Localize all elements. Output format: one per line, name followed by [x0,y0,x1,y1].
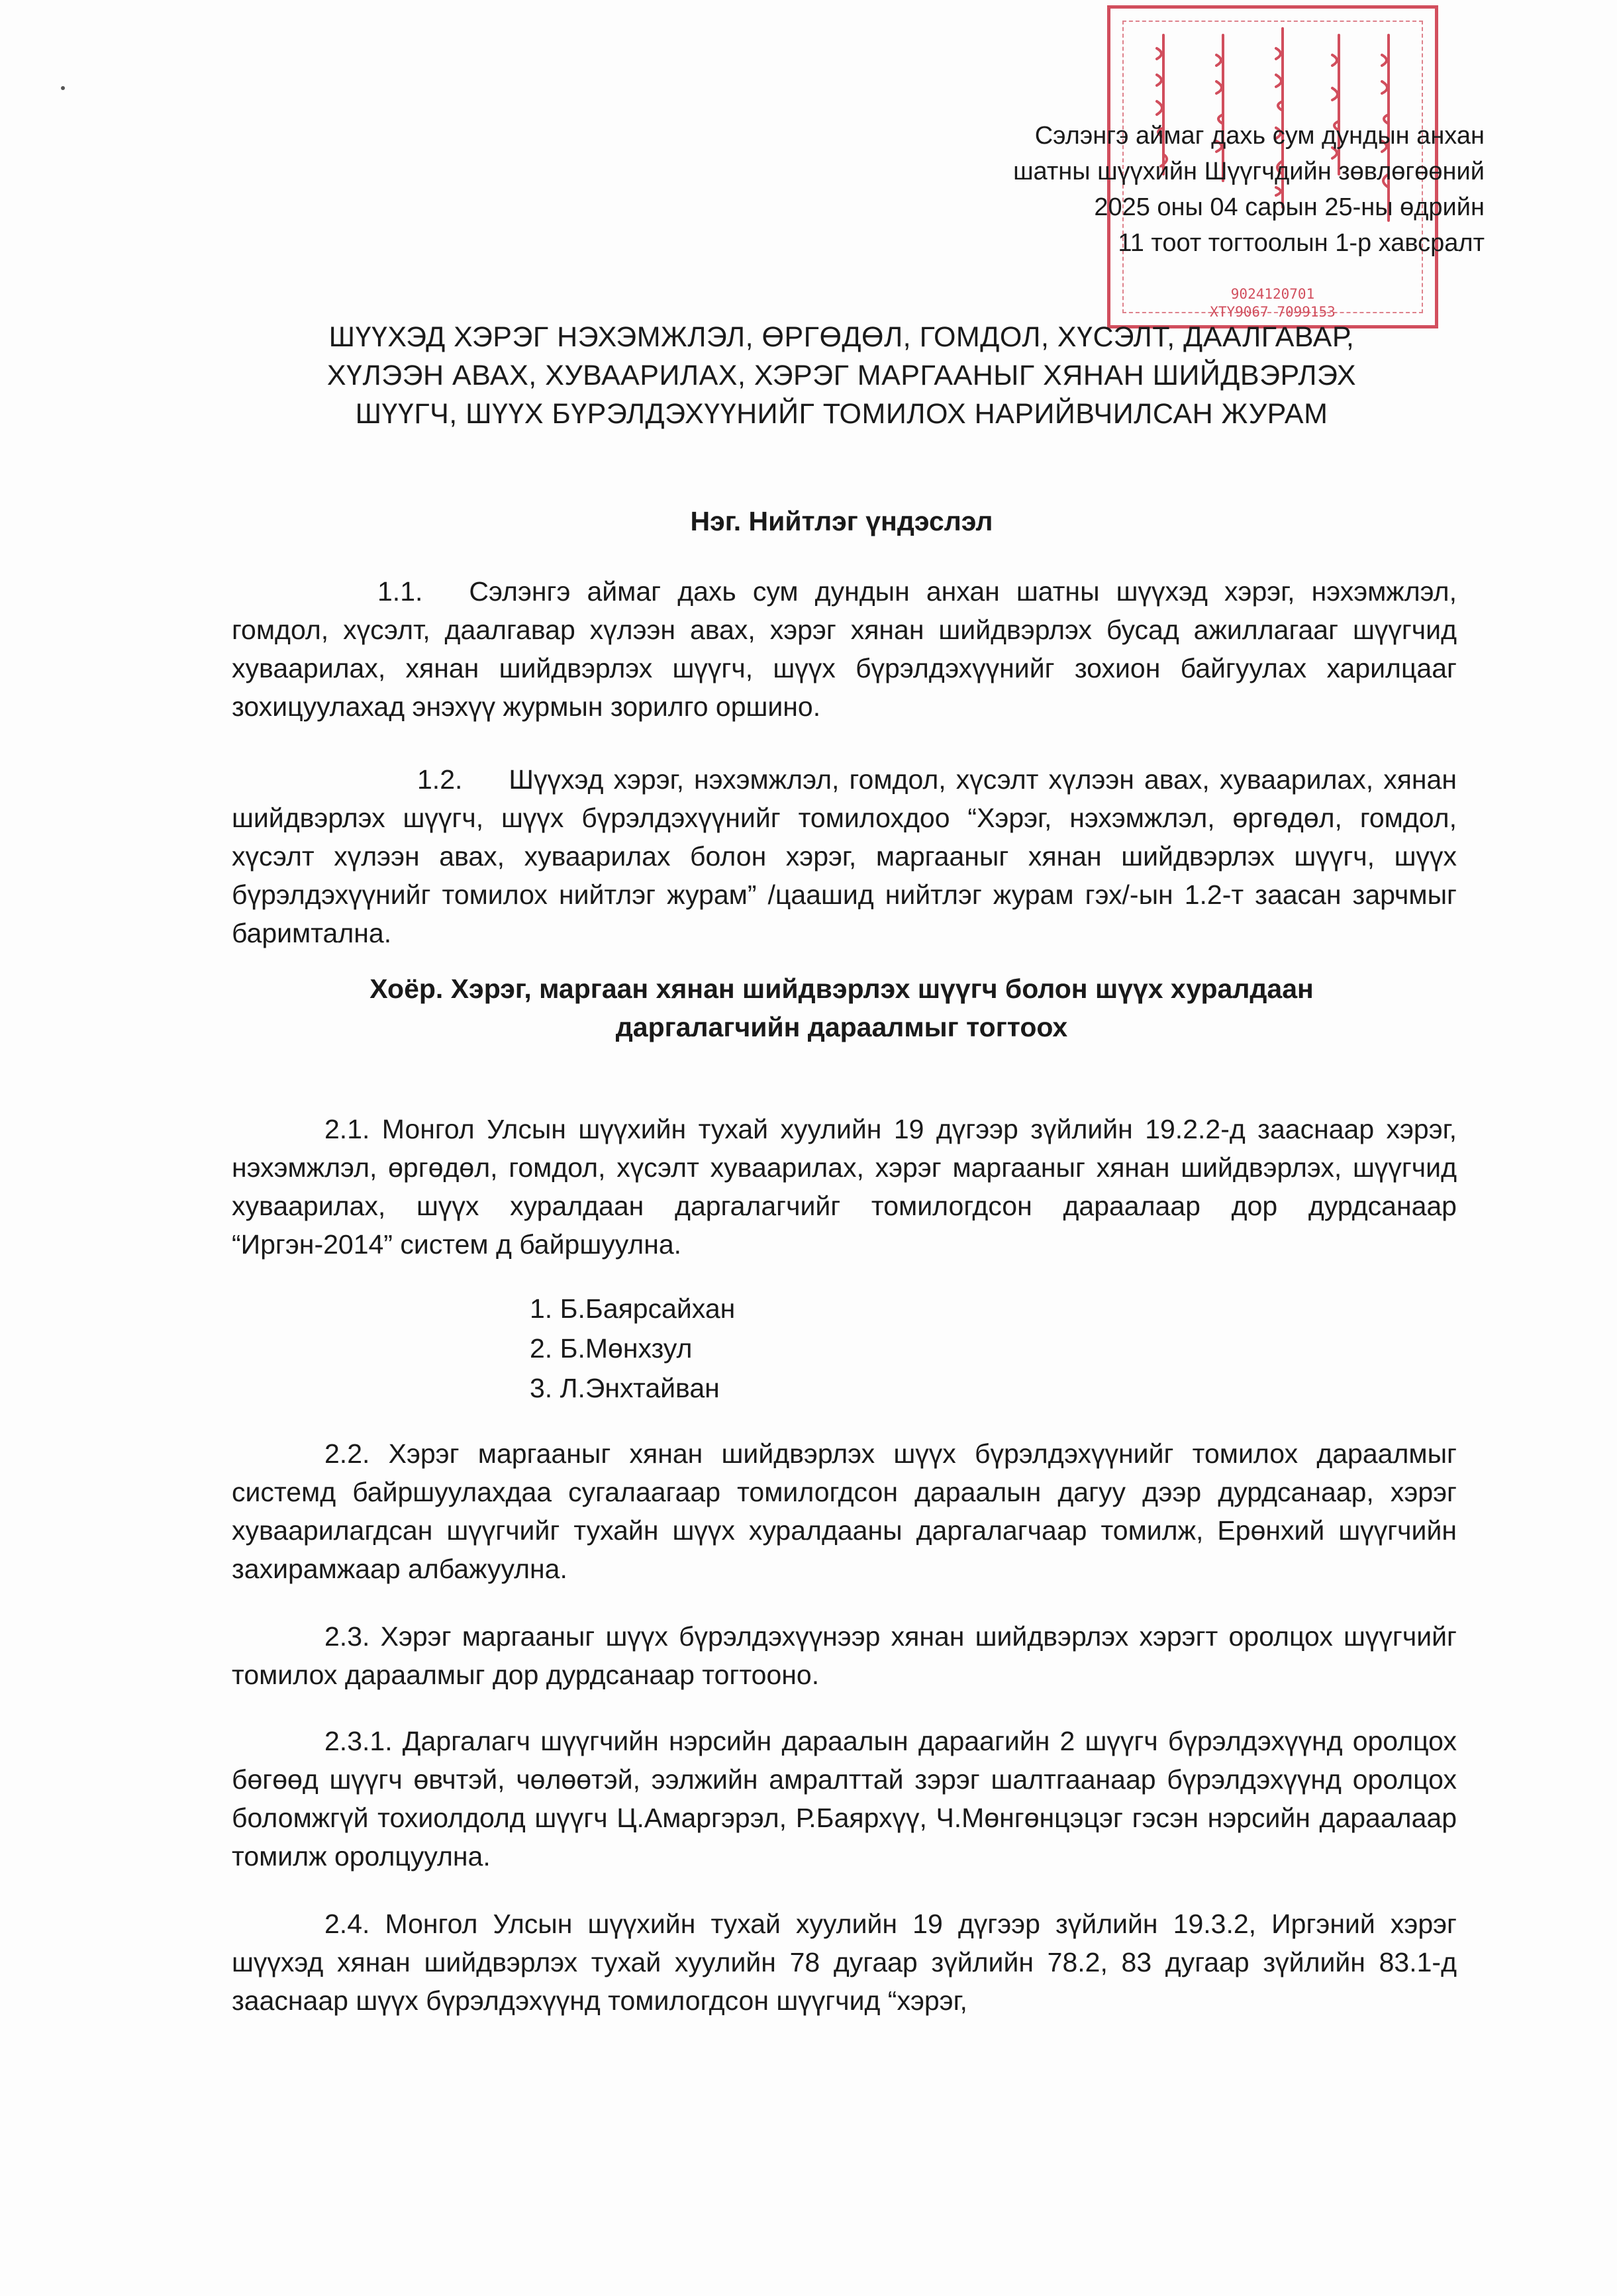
paragraph-text: 2.3. Хэрэг маргааныг шүүх бүрэлдэхүүнээр хянан шийдвэрлэх хэрэгт оролцох шүүгчийг томилох дараалмыг дор дурдсанаар тогтооно. [232,1621,1457,1690]
paragraph-text: Шүүхэд хэрэг, нэхэмжлэл, гомдол, хүсэлт хүлээн авах, хуваарилах, хянан шийдвэрлэх шүүгч, шүүх бүрэлдэхүүнийг томилохдоо “Хэрэг, нэхэмжлэл, өргөдөл, гомдол, хүсэлт хүлээн авах, хуваарилах болон хэрэг, маргааныг хянан шийдвэрлэх шүүгч, шүүх бүрэлдэхүүнийг томилох нийтлэг журам” /цаашид нийтлэг журам гэх/-ын 1.2-т заасан зарчмыг баримтална. [232,764,1457,948]
section-2-heading [199,970,1485,1046]
annex-line: Сэлэнгэ аймаг дахь сум дундын анхан [1034,122,1485,150]
judges-list [530,1289,735,1408]
list-item: 3. Л.Энхтайван [530,1373,720,1403]
paragraph-2-3 [232,1617,1457,1694]
scan-speck [61,86,65,90]
paragraph-text: 2.2. Хэрэг маргааныг хянан шийдвэрлэх шүүх бүрэлдэхүүнийг томилох дараалмыг системд байршуулахдаа сугалаагаар томилогдсон дараалын дагуу дээр дурдсанаар, хэрэг хуваарилагдсан шүүгчийг тухайн шүүх хуралдааны даргалагчаар томилж, Ерөнхий шүүгчийн захирамжаар албажуулна. [232,1438,1457,1584]
paragraph-number: 1.2. [417,764,463,795]
stamp-code-2: XTY9067 7099153 [1210,304,1336,320]
paragraph-text: Сэлэнгэ аймаг дахь сум дундын анхан шатны шүүхэд хэрэг, нэхэмжлэл, гомдол, хүсэлт, даалгавар хүлээн авах, хэрэг хянан шийдвэрлэх бусад ажиллагааг шүүгчид хуваарилах, хянан шийдвэрлэх шүүгч, шүүх бүрэлдэхүүнийг зохион байгуулах харилцааг зохицуулахад энэхүү журмын зорилго оршино. [232,576,1457,722]
title-line: ШҮҮГЧ, ШҮҮХ БҮРЭЛДЭХҮҮНИЙГ ТОМИЛОХ НАРИЙВЧИЛСАН ЖУРАМ [355,398,1328,430]
paragraph-1-1 [232,572,1457,726]
paragraph-text: 2.1. Монгол Улсын шүүхийн тухай хуулийн 19 дүгээр зүйлийн 19.2.2-д зааснаар хэрэг, нэхэмжлэл, өргөдөл, гомдол, хүсэлт хуваарилах, хэрэг маргааныг хянан шийдвэрлэх, шүүгчид хуваарилах, шүүх хуралдаан даргалагчийг томилогдсон дараалаар дор дурдсанаар “Иргэн-2014” систем д байршуулна. [232,1114,1457,1260]
section-1-heading-text: Нэг. Нийтлэг үндэслэл [690,506,993,536]
paragraph-2-1 [232,1110,1457,1264]
title-line: ШҮҮХЭД ХЭРЭГ НЭХЭМЖЛЭЛ, ӨРГӨДӨЛ, ГОМДОЛ, ХҮСЭЛТ, ДААЛГАВАР, [328,321,1355,353]
title-line: ХҮЛЭЭН АВАХ, ХУВААРИЛАХ, ХЭРЭГ МАРГААНЫГ ХЯНАН ШИЙДВЭРЛЭХ [326,360,1357,391]
section-1-heading [199,502,1485,540]
annex-line: 2025 оны 04 сарын 25-ны өдрийн [1094,193,1485,221]
paragraph-2-4 [232,1905,1457,2020]
paragraph-2-3-1 [232,1722,1457,1875]
paragraph-2-2 [232,1434,1457,1588]
annex-line: 11 тоот тогтоолын 1-р хавсралт [1118,229,1485,257]
paragraph-number: 1.1. [377,576,423,607]
list-item: 1. Б.Баярсайхан [530,1293,736,1324]
annex-line: шатны шүүхийн Шүүгчдийн зөвлөгөөний [1013,158,1485,185]
stamp-codes [1110,285,1435,321]
list-item: 2. Б.Мөнхзул [530,1333,693,1364]
stamp-code-1: 9024120701 [1230,286,1315,302]
section-2-heading-line: даргалагчийн дараалмыг тогтоох [615,1012,1068,1042]
document-title [212,318,1471,433]
paragraph-1-2 [232,760,1457,952]
section-2-heading-line: Хоёр. Хэрэг, маргаан хянан шийдвэрлэх шүүгч болон шүүх хуралдаан [369,973,1314,1004]
paragraph-text: 2.4. Монгол Улсын шүүхийн тухай хуулийн 19 дүгээр зүйлийн 19.3.2, Иргэний хэрэг шүүхэд хянан шийдвэрлэх тухай хуулийн 78 дугаар зүйлийн 78.2, 83 дугаар зүйлийн 83.1-д зааснаар шүүх бүрэлдэхүүнд томилогдсон шүүгчид “хэрэг, [232,1909,1457,2016]
annex-reference [1013,118,1485,261]
paragraph-text: 2.3.1. Даргалагч шүүгчийн нэрсийн дараалын дараагийн 2 шүүгч бүрэлдэхүүнд оролцох бөгөөд шүүгч өвчтэй, чөлөөтэй, ээлжийн амралттай зэрэг шалтгаанаар бүрэлдэхүүнд оролцох боломжгүй тохиолдолд шүүгч Ц.Амаргэрэл, Р.Баярхүү, Ч.Мөнгөнцэцэг гэсэн нэрсийн дараалаар томилж оролцуулна. [232,1726,1457,1872]
